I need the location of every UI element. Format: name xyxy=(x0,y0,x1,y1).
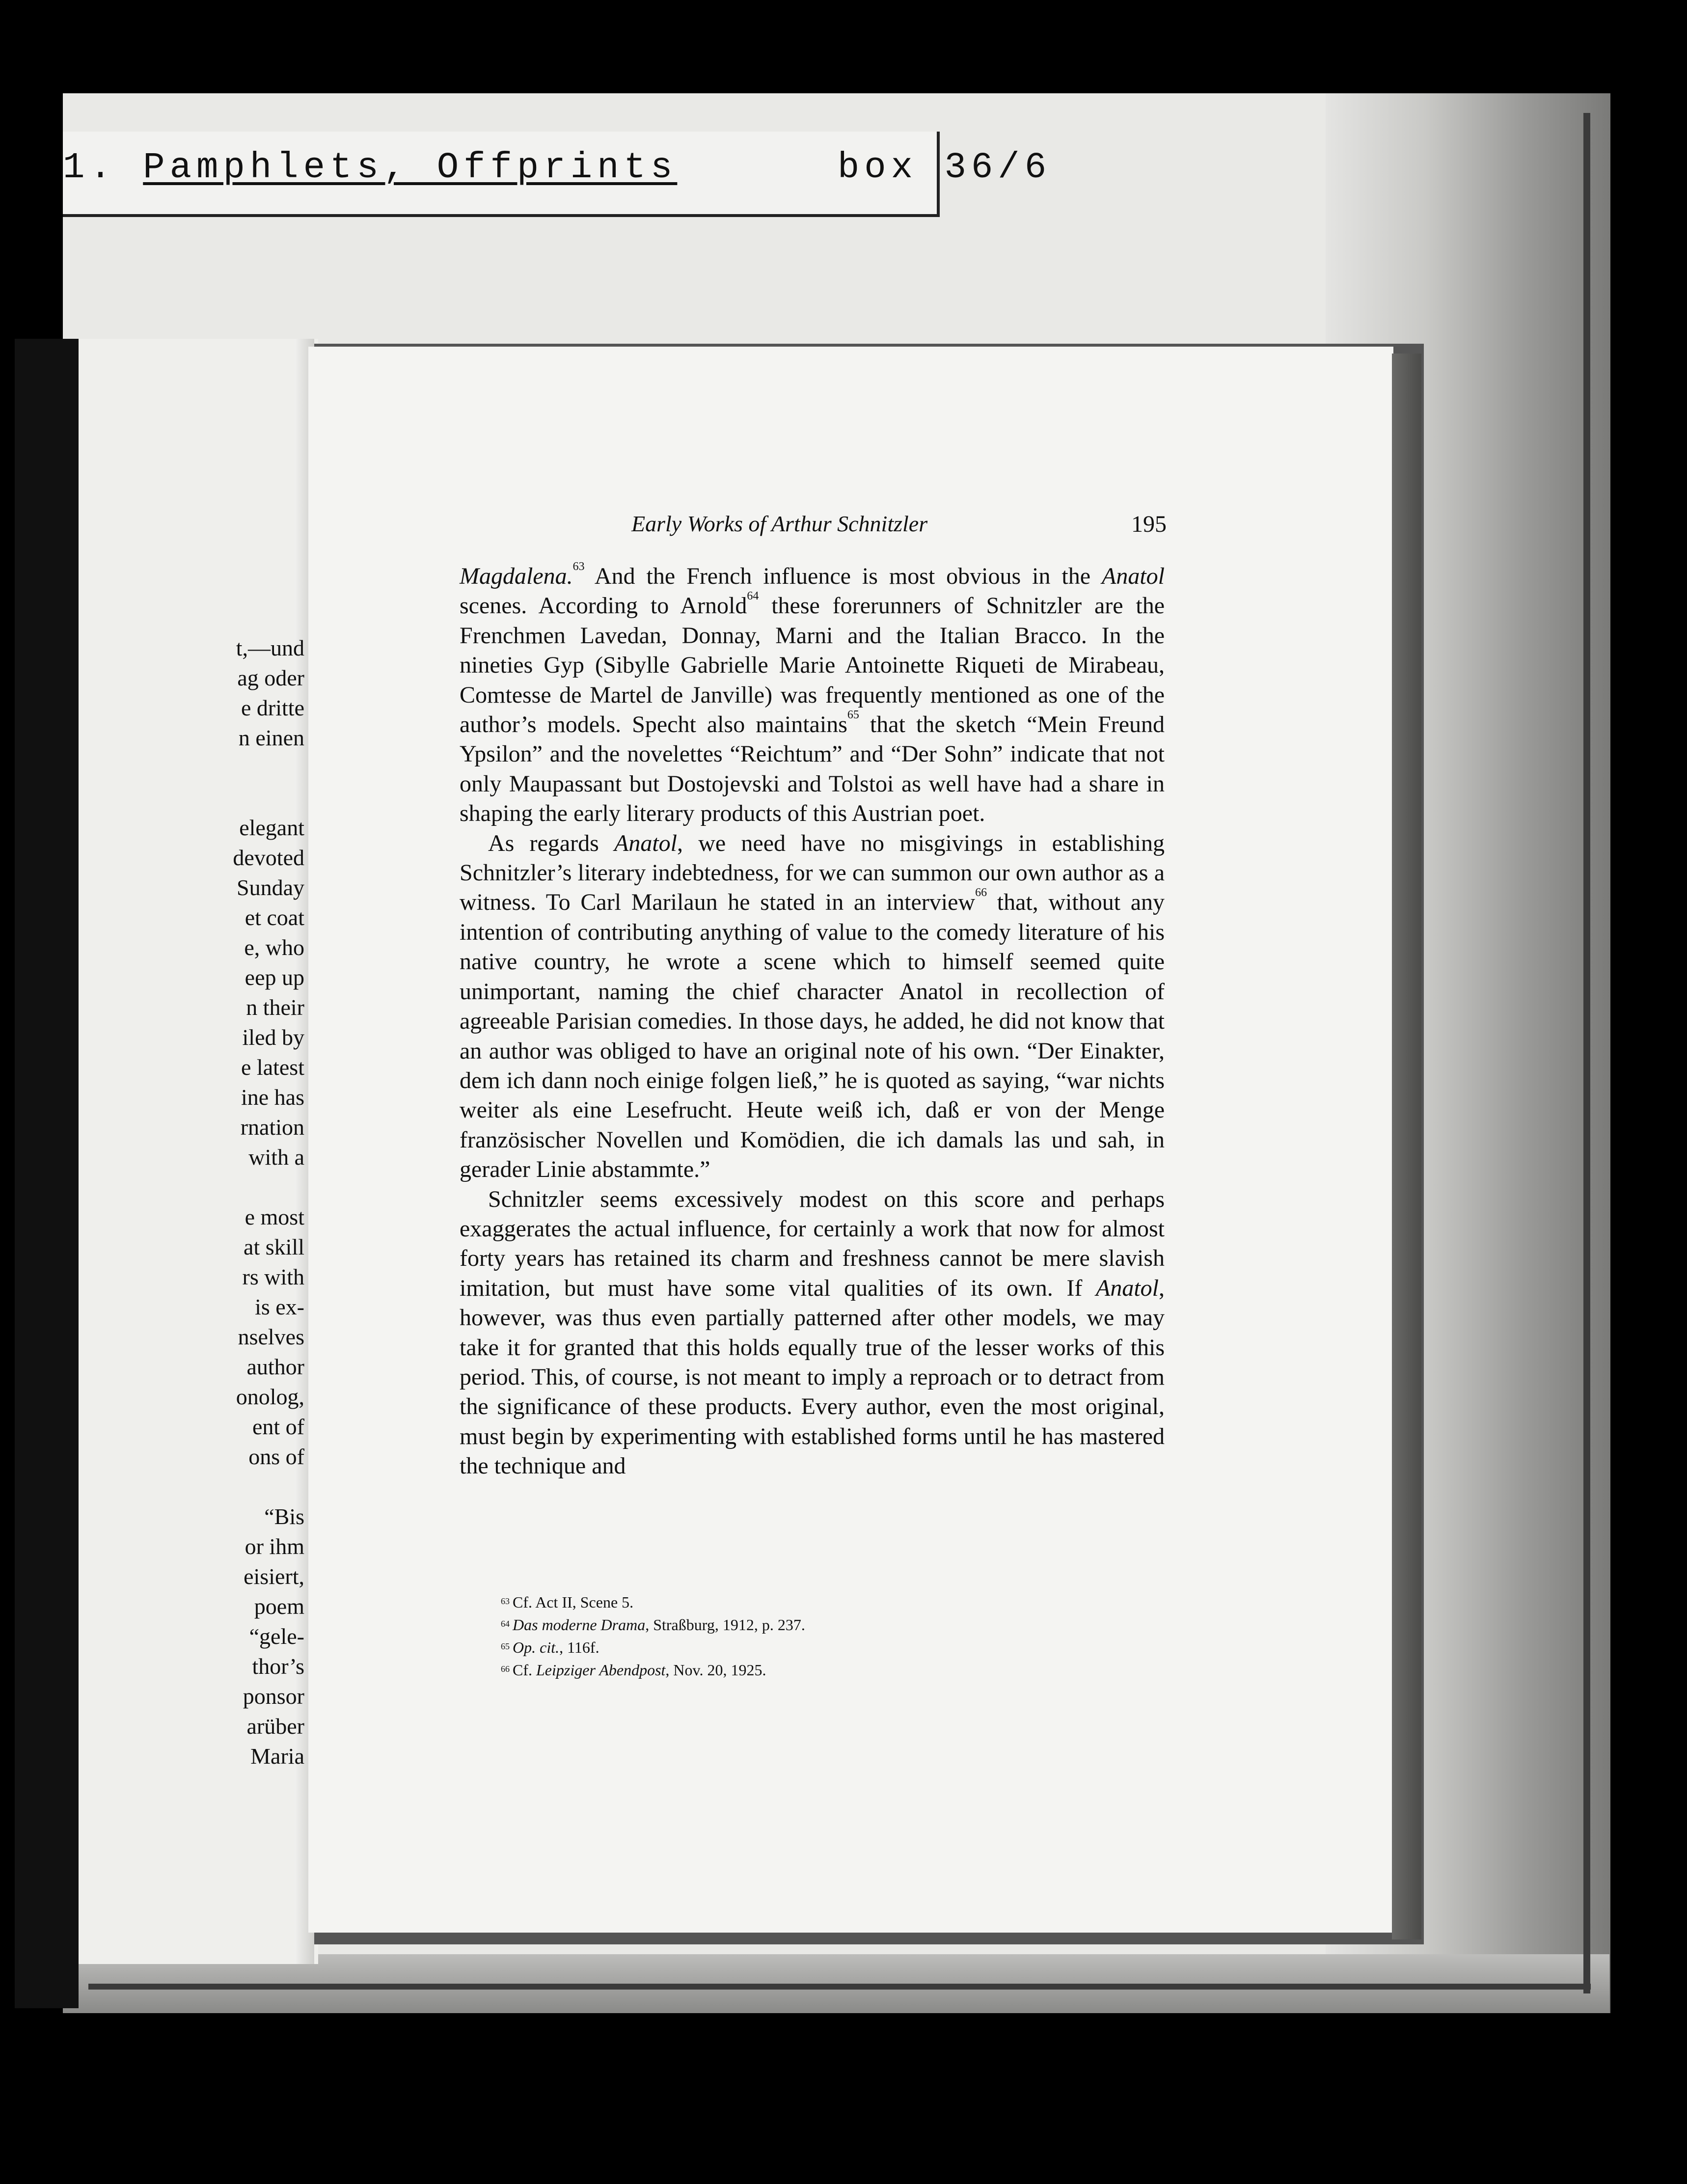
text-run: , Nov. 20, 1925. xyxy=(665,1661,766,1679)
left-page-line: n their xyxy=(246,995,304,1020)
left-page-line: rnation xyxy=(240,1115,304,1140)
left-page-line: elegant xyxy=(239,815,304,840)
left-page-line: devoted xyxy=(233,845,304,870)
text-run: Cf. xyxy=(513,1661,536,1679)
footnote-ref: 63 xyxy=(572,560,585,573)
left-page-line: poem xyxy=(254,1594,304,1619)
left-page-line: “Bis xyxy=(264,1504,304,1529)
italic-text: Das moderne Drama xyxy=(513,1616,646,1634)
left-page-line: Sunday xyxy=(237,875,304,900)
running-head-title: Early Works of Arthur Schnitzler xyxy=(631,511,928,536)
left-page-line: e dritte xyxy=(241,695,304,720)
left-page-line: ine has xyxy=(241,1085,304,1110)
left-page-line: rs with xyxy=(242,1264,304,1289)
italic-text: Leipziger Abendpost xyxy=(536,1661,666,1679)
footnote-ref: 65 xyxy=(847,709,859,722)
left-page-line: e latest xyxy=(241,1055,304,1080)
body-text xyxy=(460,562,1165,1481)
left-page-line: e most xyxy=(245,1204,304,1229)
left-page-line: iled by xyxy=(242,1025,304,1050)
left-page-line: or ihm xyxy=(245,1534,304,1559)
left-page-line: at skill xyxy=(244,1234,304,1259)
footnote-mark: 64 xyxy=(501,1619,510,1629)
footnote xyxy=(501,1659,1090,1681)
left-page-line: Maria xyxy=(250,1744,304,1769)
left-page-line: ons of xyxy=(248,1444,304,1469)
italic-text: Op. cit. xyxy=(513,1638,560,1656)
left-page-line: arüber xyxy=(246,1714,304,1739)
left-page-line: thor’s xyxy=(252,1654,304,1679)
italic-text: Anatol xyxy=(1102,563,1165,589)
left-page-line: t,—und xyxy=(236,635,304,660)
text-run: Schnitzler seems excessively modest on this score and perhaps exaggerates the actual influence, for certainly a work that now for almost forty years has retained its charm and freshness cannot be mere slavish imitation, but must have some vital qualities of its own. If xyxy=(460,1186,1165,1301)
footnote-ref: 64 xyxy=(747,590,759,603)
footnote xyxy=(501,1636,1090,1659)
left-page-line: “gele- xyxy=(249,1624,304,1649)
left-page-line: n einen xyxy=(238,725,304,750)
left-page-line: with a xyxy=(248,1145,304,1170)
card-edge xyxy=(1583,113,1590,1993)
left-page-line: onolog, xyxy=(236,1384,304,1409)
left-page-line: author xyxy=(246,1354,304,1379)
page-number: 195 xyxy=(1131,511,1167,537)
label-box: box 36/6 xyxy=(837,147,1052,189)
italic-text: Magdalena. xyxy=(460,563,573,589)
footnote-mark: 66 xyxy=(501,1664,510,1674)
text-run: And the French influence is most obvious in the xyxy=(584,563,1102,589)
left-page-line: eep up xyxy=(245,965,304,990)
text-run: these forerunners of Schnitzler are the Frenchmen Lavedan, Donnay, Marni and the Italian Bracco. In the nineties Gyp (Sibylle Gabrielle Marie Antoinette Riqueti de Mirabeau, Comtesse de Martel de Janville) was frequently mentioned as one of the author’s models. Specht also maintains xyxy=(460,593,1165,738)
text-run: scenes. According to Arnold xyxy=(460,593,747,619)
paragraph xyxy=(460,562,1165,829)
footnotes xyxy=(501,1591,1090,1681)
text-run: As regards xyxy=(488,830,615,856)
footnote-ref: 66 xyxy=(975,886,987,900)
left-page-line: e, who xyxy=(244,935,304,960)
archive-label-text xyxy=(63,147,1051,189)
text-run: , 116f. xyxy=(559,1638,599,1656)
left-page-line: ent of xyxy=(252,1414,304,1439)
italic-text: Anatol xyxy=(1096,1275,1159,1301)
page-edge xyxy=(1392,354,1421,1939)
left-page-line: et coat xyxy=(245,905,304,930)
text-run: Cf. Act II, Scene 5. xyxy=(513,1593,634,1611)
text-run: that, without any intention of contributing anything of value to the comedy literature of his native country, he wrote a scene which to himself seemed quite unimportant, naming the chief character Anatol in recollection of agreeable Parisian comedies. In those days, he added, he did not know that an author was obliged to have an original note of his own. “Der Einakter, dem ich dann noch einige folgen ließ,” he is quoted as saying, “war nichts weiter als eine Lesefrucht. Heute weiß ich, daß er von der Menge französischer Novellen und Komödien, die ich damals las und sah, in gerader Linie abstammte.” xyxy=(460,889,1165,1183)
text-run: , Straßburg, 1912, p. 237. xyxy=(645,1616,805,1634)
left-page-line: is ex- xyxy=(255,1294,304,1319)
italic-text: Anatol xyxy=(614,830,678,856)
paragraph xyxy=(460,1185,1165,1481)
footnote xyxy=(501,1613,1090,1636)
left-page-line: ponsor xyxy=(243,1684,304,1709)
card-bottom-edge xyxy=(88,1984,1591,1990)
text-run: , however, was thus even partially patterned after other models, we may take it for granted that this holds equally true of the lesser works of this period. This, of course, is not meant to imply a reproach or to detract from the significance of these products. Every author, even the most original, must begin by experimenting with established forms until he has mastered the technique and xyxy=(460,1275,1165,1479)
left-page-line: ag oder xyxy=(237,665,304,690)
footnote-mark: 65 xyxy=(501,1641,510,1651)
text-run: that the sketch “Mein Freund Ypsilon” and the novelettes “Reichtum” and “Der Sohn” indicate that not only Maupassant but Dostojevski and Tolstoi as well have had a share in shaping the early literary products of this Austrian poet. xyxy=(460,711,1165,827)
footnote-mark: 63 xyxy=(501,1596,510,1606)
text-run: , we need have no misgivings in establishing Schnitzler’s literary indebtedness, for we can summon our own author as a witness. To Carl Marilaun he stated in an interview xyxy=(460,830,1165,916)
label-title: Pamphlets, Offprints xyxy=(143,147,678,189)
paragraph xyxy=(460,829,1165,1185)
left-page-line: nselves xyxy=(238,1324,304,1349)
label-prefix: 1. xyxy=(63,147,143,189)
left-page-line: eisiert, xyxy=(244,1564,304,1589)
left-binding-shadow xyxy=(15,339,79,2008)
footnote xyxy=(501,1591,1090,1613)
